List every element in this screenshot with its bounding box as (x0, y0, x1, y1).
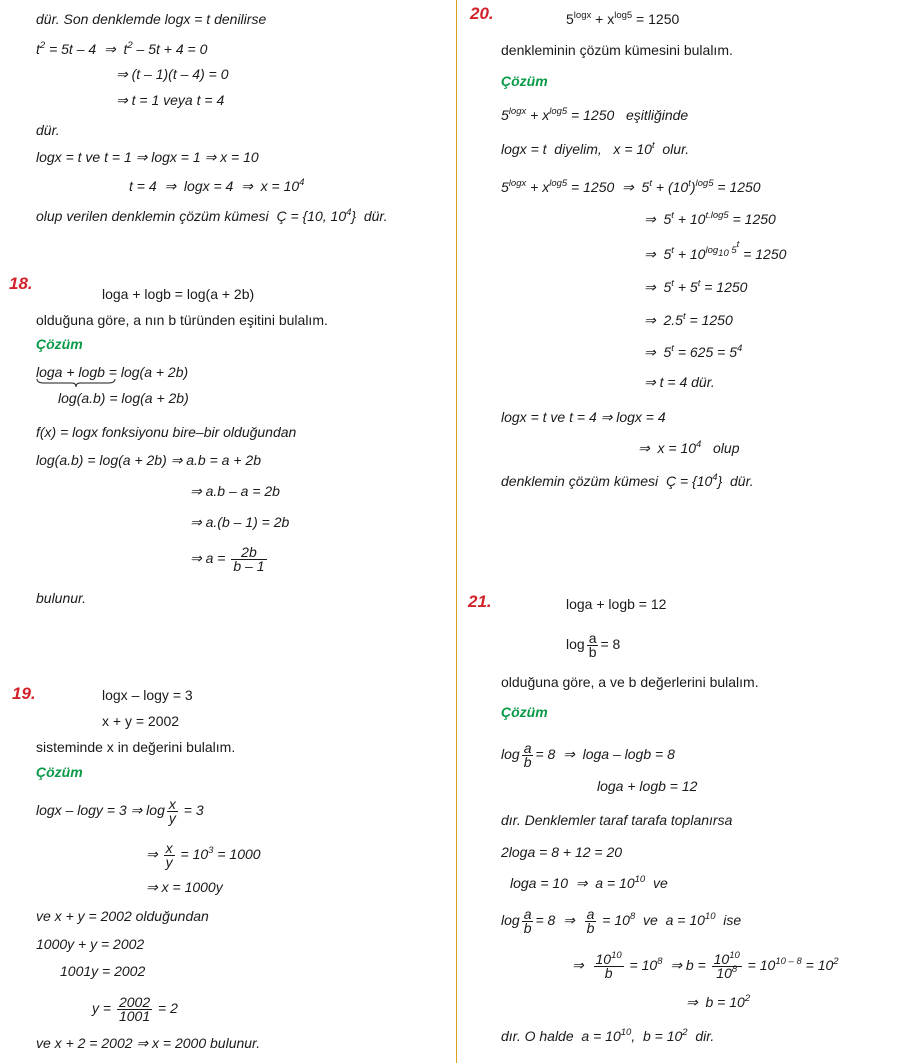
problem-21-number: 21. (468, 592, 492, 611)
intro-line-3: ⇒ (t – 1)(t – 4) = 0 (116, 66, 229, 82)
fraction-denominator: y (165, 854, 173, 870)
problem-21-equation-1: loga + logb = 12 (566, 596, 667, 612)
problem-19-number: 19. (12, 684, 36, 703)
p19-conclusion: ve x + 2 = 2002 ⇒ x = 2000 bulunur. (36, 1035, 261, 1051)
p19-step-2: ⇒ $\frac{x}{y}$ = $10^3 = 1000$ (146, 840, 261, 870)
problem-20-solution-label: Çözüm (501, 73, 548, 89)
problem-18-number: 18. (9, 274, 33, 293)
p20-step-4: ⇒ $5^t + 10^{t.log5} = 1250$ (644, 210, 776, 227)
p20-step-5: ⇒ $5^t + 10^{log_{10} 5^t} = 1250$ (644, 239, 787, 262)
problem-18-solution-label: Çözüm (36, 336, 83, 352)
p20-step-6: ⇒ $5^t + 5^t = 1250$ (644, 278, 748, 295)
problem-20-question: denkleminin çözüm kümesini bulalım. (501, 42, 733, 58)
column-divider (456, 0, 457, 1063)
p19-step-7 (92, 996, 178, 1023)
p20-step-2: logx = t diyelim, $x = 10^t$ olur. (501, 140, 690, 157)
fraction: $\frac{a}{b}$ (523, 740, 532, 770)
fraction-denominator: b – 1 (233, 558, 265, 574)
p18-step-2: log(a.b) = log(a + 2b) (58, 390, 189, 406)
p18-step-7 (190, 546, 269, 573)
p20-step-7: ⇒ $2.5^t = 1250$ (644, 311, 733, 328)
fraction: $\frac{10^{10}}{b}$ (595, 950, 622, 981)
p19-step-6: 1001y = 2002 (60, 963, 146, 979)
problem-20-equation: $5^{logx} + x^{log5} = 1250$ (566, 10, 680, 27)
fraction-denominator: 1001 (118, 1008, 151, 1024)
p19-step-1 (36, 798, 204, 825)
intro-line-8: olup verilen denklemin çözüm kümesi Ç = {10, $10^4$} dür. (36, 207, 388, 224)
problem-20-number: 20. (470, 4, 494, 23)
intro-line-7: t = 4 ⇒ logx = 4 ⇒ $x = 10^4$ (129, 177, 305, 194)
p20-step-1: $5^{logx} + x^{log5} = 1250$ eşitliğinde (501, 106, 689, 123)
p18-step-3: f(x) = logx fonksiyonu bire–bir olduğundan (36, 424, 297, 440)
intro-line-2: $t^2 = 5t - 4$ ⇒ $t^2 - 5t + 4 = 0$ (36, 40, 208, 57)
fraction: $\frac{a}{b}$ (586, 906, 595, 936)
p18-step-6: ⇒ a.(b – 1) = 2b (190, 514, 290, 530)
problem-21-solution-label: Çözüm (501, 704, 548, 720)
p20-step-8: ⇒ $5^t = 625 = 5^4$ (644, 343, 743, 360)
p21-step-7: ⇒ $\frac{10^{10}}{b}$ = $10^8$ ⇒ b = $\frac{10^{10}}{10^8}$ = $10^{10 - 8} = 10^2$ (572, 950, 839, 981)
fraction: $\frac{a}{b}$ (523, 906, 532, 936)
fraction-numerator: x (165, 840, 173, 856)
p19-step-1-lhs: logx – logy = 3 ⇒ log (36, 802, 165, 819)
fraction (231, 546, 266, 573)
p21-step-8: ⇒ $b = 10^2$ (686, 993, 751, 1010)
p20-conclusion: denklemin çözüm kümesi Ç = $\{10^4\}$ dür. (501, 472, 754, 489)
p18-step-7-lhs: ⇒ a = (190, 550, 226, 567)
problem-19-solution-label: Çözüm (36, 764, 83, 780)
p19-step-5: 1000y + y = 2002 (36, 936, 145, 952)
p18-conclusion: bulunur. (36, 590, 87, 606)
p20-step-9: ⇒ t = 4 dür. (644, 374, 715, 390)
fraction: $\frac{a}{b}$ (588, 630, 597, 660)
p19-step-7-lhs: y = (92, 1000, 115, 1017)
p21-step-5: loga = 10 ⇒ $a = 10^{10}$ ve (510, 874, 668, 891)
p20-step-10: logx = t ve t = 4 ⇒ logx = 4 (501, 409, 666, 425)
fraction (167, 798, 178, 825)
p19-step-1-rhs: = 3 (179, 802, 204, 819)
problem-19-equation-2: x + y = 2002 (102, 713, 180, 729)
p18-step-4: log(a.b) = log(a + 2b) ⇒ a.b = a + 2b (36, 452, 261, 468)
p21-conclusion: dır. O halde $a = 10^{10}$, $b = 10^2$ dir. (501, 1027, 715, 1044)
problem-19-equation-1: logx – logy = 3 (102, 687, 193, 703)
fraction-denominator: y (168, 810, 176, 826)
intro-line-4: ⇒ t = 1 veya t = 4 (116, 92, 225, 108)
p20-step-11: ⇒ $x = 10^4$ olup (638, 439, 740, 456)
p21-step-4: 2loga = 8 + 12 = 20 (501, 844, 623, 860)
p18-step-1: loga + logb = log(a + 2b) (36, 364, 189, 380)
intro-line-1: dür. Son denklemde logx = t denilirse (36, 11, 267, 27)
p19-step-4: ve x + y = 2002 olduğundan (36, 908, 209, 924)
p21-step-6: log $\frac{a}{b}$ = 8 ⇒ $\frac{a}{b}$ = $10^8$ ve $a = 10^{10}$ ise (501, 906, 742, 936)
fraction (117, 996, 152, 1023)
problem-19-question: sisteminde x in değerini bulalım. (36, 739, 236, 755)
problem-18-equation: loga + logb = log(a + 2b) (102, 286, 255, 302)
p21-step-3: dır. Denklemler taraf tarafa toplanırsa (501, 812, 733, 828)
fraction: $\frac{10^{10}}{10^8}$ (713, 950, 740, 981)
p19-step-3: ⇒ x = 1000y (146, 879, 223, 895)
implies: ⇒ (146, 846, 162, 863)
p21-step-2: loga + logb = 12 (597, 778, 698, 794)
fraction-numerator: 2b (231, 546, 266, 560)
intro-line-6: logx = t ve t = 1 ⇒ logx = 1 ⇒ x = 10 (36, 149, 259, 165)
underbrace-icon (36, 378, 116, 388)
p21-step-1: log $\frac{a}{b}$ = 8 ⇒ loga – logb = 8 (501, 740, 675, 770)
p19-step-7-rhs: = 2 (154, 1000, 178, 1017)
problem-18-question: olduğuna göre, a nın b türünden eşitini bulalım. (36, 312, 328, 328)
fraction (164, 842, 175, 869)
p20-step-3: $5^{logx} + x^{log5} = 1250$ ⇒ $5^t + (10^t)^{log5} = 1250$ (501, 178, 761, 195)
p18-step-5: ⇒ a.b – a = 2b (190, 483, 280, 499)
problem-21-question: olduğuna göre, a ve b değerlerini bulalım. (501, 674, 759, 690)
problem-21-equation-2: log $\frac{a}{b}$ = 8 (566, 630, 621, 660)
fraction-numerator: 2002 (118, 994, 151, 1010)
fraction-numerator: x (168, 796, 176, 812)
intro-line-5: dür. (36, 122, 60, 138)
